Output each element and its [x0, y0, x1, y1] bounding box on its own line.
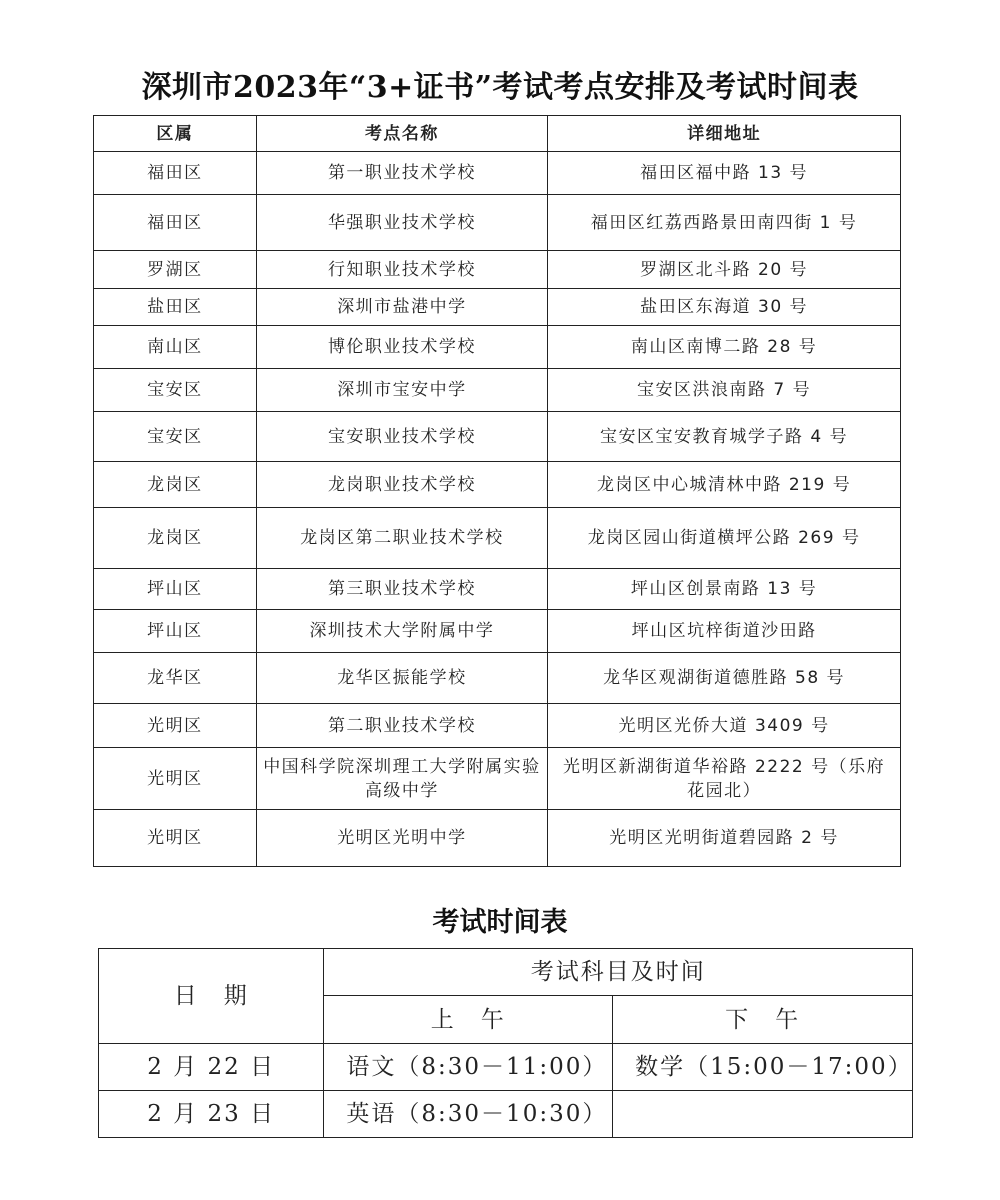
- table-row: [94, 704, 901, 748]
- address-cell: 龙岗区中心城清林中路 219 号: [548, 462, 901, 508]
- morning-header: 上 午: [324, 996, 613, 1044]
- venue-name-cell: 光明区光明中学: [256, 810, 548, 867]
- address-cell: 罗湖区北斗路 20 号: [548, 251, 901, 289]
- district-cell: 坪山区: [94, 610, 257, 653]
- exam-date-cell: 2 月 23 日: [99, 1091, 324, 1138]
- address-cell: 福田区红荔西路景田南四街 1 号: [548, 195, 901, 251]
- table-row: [94, 152, 901, 195]
- header-district: 区属: [94, 116, 257, 152]
- table-row: [94, 508, 901, 569]
- address-cell: 龙华区观湖街道德胜路 58 号: [548, 653, 901, 704]
- table-row: [94, 569, 901, 610]
- district-cell: 罗湖区: [94, 251, 257, 289]
- venue-name-cell: 行知职业技术学校: [256, 251, 548, 289]
- header-venue-name: 考点名称: [256, 116, 548, 152]
- address-cell: 坪山区创景南路 13 号: [548, 569, 901, 610]
- district-cell: 坪山区: [94, 569, 257, 610]
- venue-name-cell: 龙岗职业技术学校: [256, 462, 548, 508]
- district-cell: 龙岗区: [94, 508, 257, 569]
- afternoon-exam-cell: [613, 1091, 913, 1138]
- afternoon-header: 下 午: [613, 996, 913, 1044]
- district-cell: 光明区: [94, 704, 257, 748]
- venue-name-cell: 华强职业技术学校: [256, 195, 548, 251]
- venue-name-cell: 第二职业技术学校: [256, 704, 548, 748]
- schedule-table: [98, 948, 913, 1138]
- district-cell: 光明区: [94, 748, 257, 810]
- venue-name-cell: 龙岗区第二职业技术学校: [256, 508, 548, 569]
- address-cell: 龙岗区园山街道横坪公路 269 号: [548, 508, 901, 569]
- morning-exam-cell: 语文（8:30－11:00）: [324, 1044, 613, 1091]
- table-row: [94, 810, 901, 867]
- venue-name-cell: 宝安职业技术学校: [256, 412, 548, 462]
- district-cell: 光明区: [94, 810, 257, 867]
- table-row: [94, 462, 901, 508]
- afternoon-exam-cell: 数学（15:00－17:00）: [613, 1044, 913, 1091]
- table-row: [94, 610, 901, 653]
- table-row: [94, 653, 901, 704]
- table-row: [99, 1044, 913, 1091]
- address-cell: 宝安区洪浪南路 7 号: [548, 369, 901, 412]
- table-row: [94, 251, 901, 289]
- table-row: [94, 195, 901, 251]
- district-cell: 福田区: [94, 152, 257, 195]
- subjects-header: 考试科目及时间: [324, 949, 913, 996]
- venue-name-cell: 博伦职业技术学校: [256, 326, 548, 369]
- address-cell: 光明区光侨大道 3409 号: [548, 704, 901, 748]
- district-cell: 龙华区: [94, 653, 257, 704]
- address-cell: 福田区福中路 13 号: [548, 152, 901, 195]
- address-cell: 坪山区坑梓街道沙田路: [548, 610, 901, 653]
- address-cell: 宝安区宝安教育城学子路 4 号: [548, 412, 901, 462]
- venue-name-cell: 深圳市宝安中学: [256, 369, 548, 412]
- address-cell: 光明区新湖街道华裕路 2222 号（乐府花园北）: [548, 748, 901, 810]
- exam-date-cell: 2 月 22 日: [99, 1044, 324, 1091]
- table-row: [94, 369, 901, 412]
- table-row: [94, 289, 901, 326]
- district-cell: 宝安区: [94, 369, 257, 412]
- venue-name-cell: 第三职业技术学校: [256, 569, 548, 610]
- district-cell: 宝安区: [94, 412, 257, 462]
- page-title: 深圳市2023年“3+证书”考试考点安排及考试时间表: [141, 70, 859, 105]
- district-cell: 南山区: [94, 326, 257, 369]
- venue-name-cell: 中国科学院深圳理工大学附属实验高级中学: [256, 748, 548, 810]
- district-cell: 福田区: [94, 195, 257, 251]
- morning-exam-cell: 英语（8:30－10:30）: [324, 1091, 613, 1138]
- venue-name-cell: 龙华区振能学校: [256, 653, 548, 704]
- address-cell: 南山区南博二路 28 号: [548, 326, 901, 369]
- venue-name-cell: 深圳市盐港中学: [256, 289, 548, 326]
- venue-table: [93, 115, 901, 867]
- table-row: [99, 1091, 913, 1138]
- table-row: [94, 748, 901, 810]
- address-cell: 盐田区东海道 30 号: [548, 289, 901, 326]
- district-cell: 龙岗区: [94, 462, 257, 508]
- schedule-title: 考试时间表: [432, 907, 568, 938]
- address-cell: 光明区光明街道碧园路 2 号: [548, 810, 901, 867]
- date-header: 日 期: [99, 949, 324, 1044]
- venue-name-cell: 深圳技术大学附属中学: [256, 610, 548, 653]
- schedule-header-row: [99, 949, 913, 996]
- district-cell: 盐田区: [94, 289, 257, 326]
- table-row: [94, 326, 901, 369]
- table-row: [94, 412, 901, 462]
- venue-table-header: [94, 116, 901, 152]
- venue-name-cell: 第一职业技术学校: [256, 152, 548, 195]
- header-address: 详细地址: [548, 116, 901, 152]
